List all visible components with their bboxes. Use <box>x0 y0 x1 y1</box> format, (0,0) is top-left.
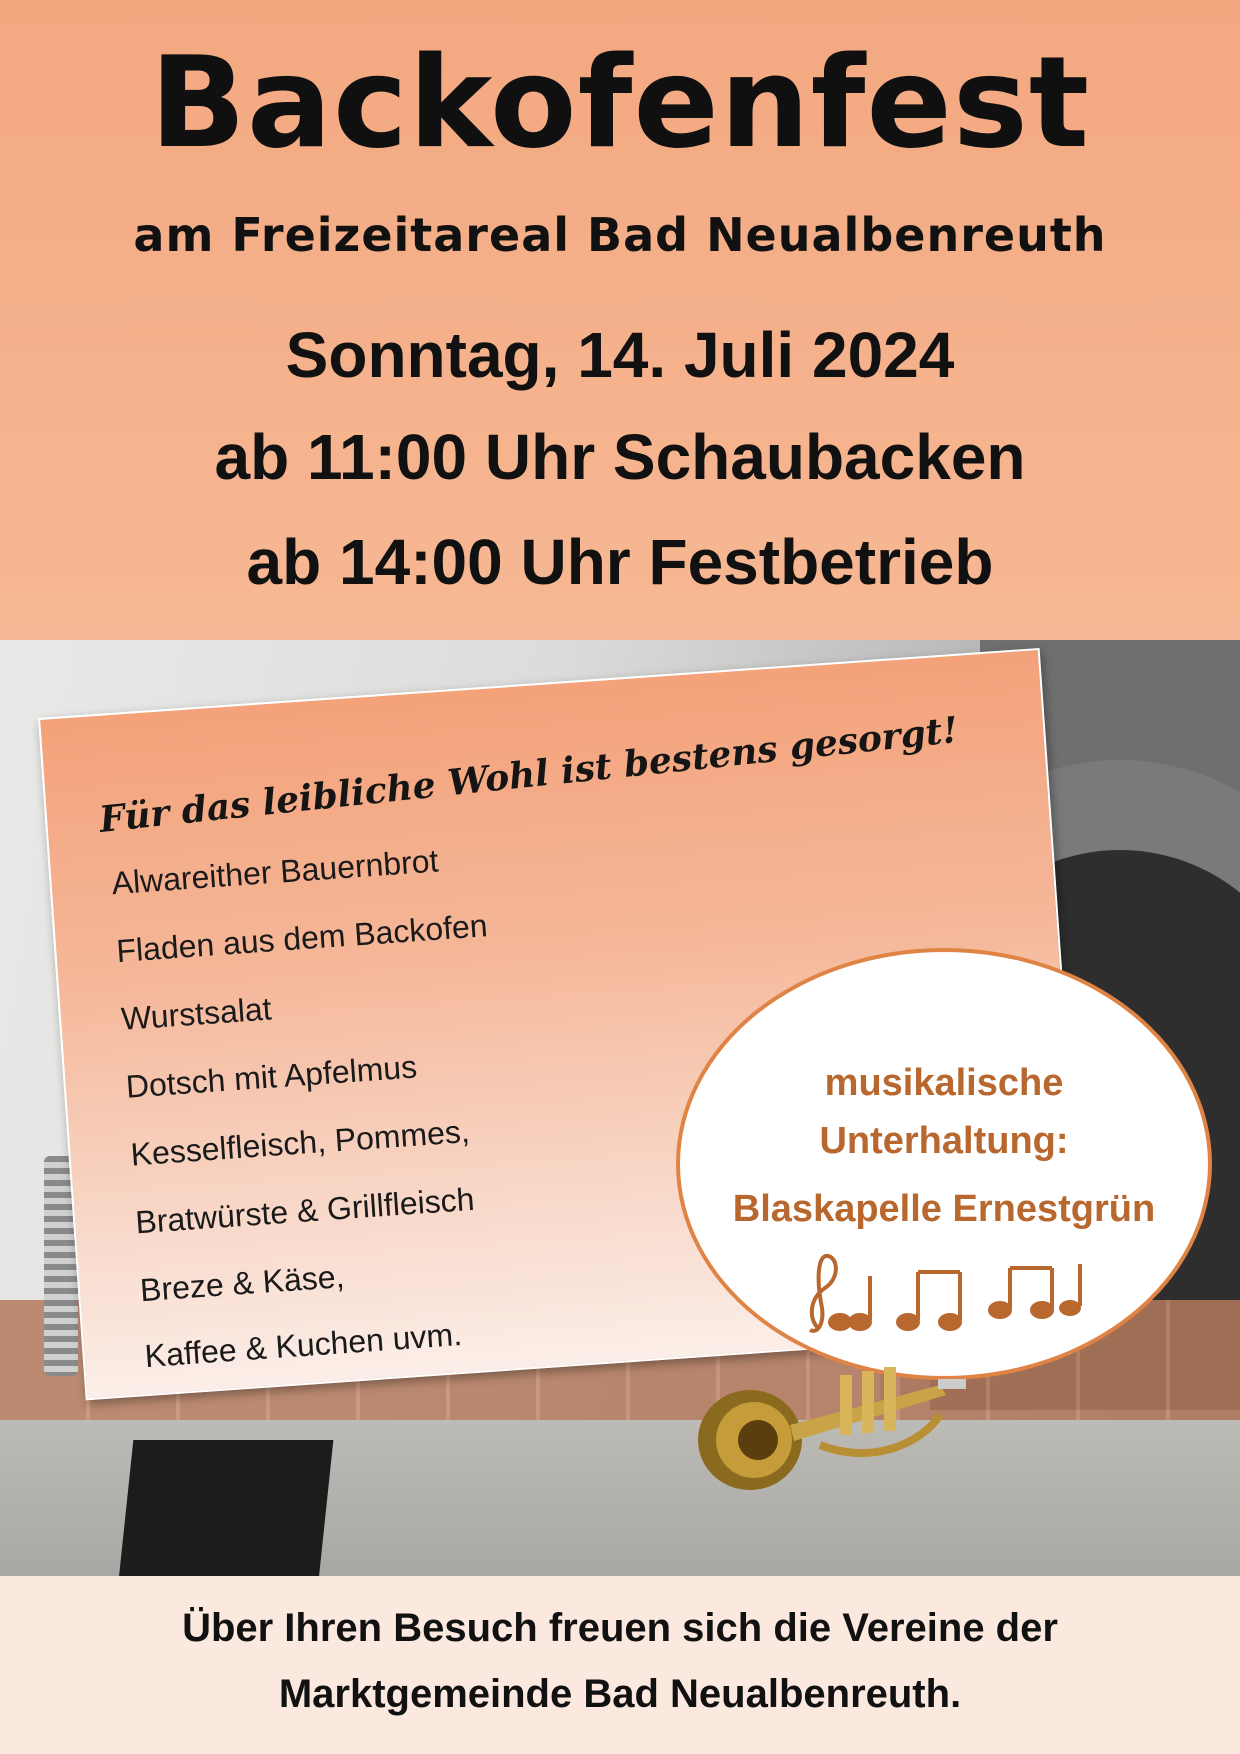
menu-item: Bratwürste & Grillfleisch <box>134 1180 476 1241</box>
food-card-heading: Für das leibliche Wohl ist bestens gesorgt! <box>97 708 960 841</box>
event-date: Sonntag, 14. Juli 2024 <box>285 319 955 391</box>
menu-item: Dotsch mit Apfelmus <box>124 1048 419 1105</box>
event-location: am Freizeitareal Bad Neualbenreuth <box>133 208 1107 262</box>
trumpet-icon <box>690 1345 970 1495</box>
music-line-1: musikalische <box>824 1062 1064 1104</box>
footer-line-2: Marktgemeinde Bad Neualbenreuth. <box>278 1672 962 1716</box>
menu-item: Alwareither Bauernbrot <box>110 842 440 902</box>
footer <box>0 1576 1240 1754</box>
header-banner <box>0 0 1240 640</box>
menu-item: Wurstsalat <box>119 990 273 1037</box>
event-time-2: ab 14:00 Uhr Festbetrieb <box>246 526 994 598</box>
menu-item: Breze & Käse, <box>138 1258 346 1309</box>
photo-dark-object <box>119 1440 334 1576</box>
event-time-1: ab 11:00 Uhr Schaubacken <box>214 421 1026 493</box>
music-bubble <box>676 948 1212 1380</box>
footer-line-1: Über Ihren Besuch freuen sich die Vereine der <box>182 1606 1058 1650</box>
menu-item: Kesselfleisch, Pommes, <box>129 1112 471 1173</box>
menu-item: Kaffee & Kuchen uvm. <box>143 1315 464 1375</box>
music-notes-icon <box>800 1248 1100 1338</box>
music-band-name: Blaskapelle Ernestgrün <box>732 1188 1156 1230</box>
music-line-2: Unterhaltung: <box>819 1120 1069 1162</box>
event-title: Backofenfest <box>149 29 1091 176</box>
menu-item: Fladen aus dem Backofen <box>115 907 489 970</box>
